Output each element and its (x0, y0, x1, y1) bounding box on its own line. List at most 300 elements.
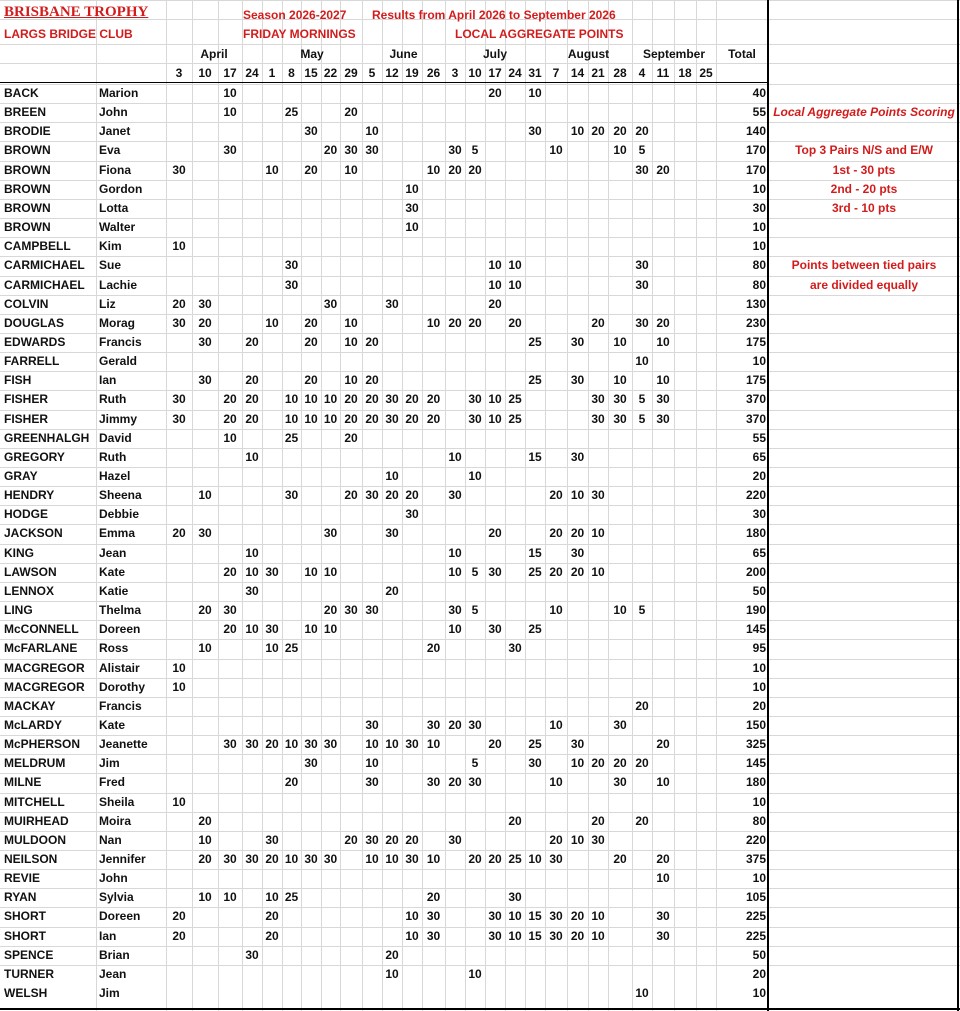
score-cell: 10 (365, 756, 379, 771)
surname-cell: MUIRHEAD (4, 813, 69, 828)
first-name-cell: Gordon (99, 181, 143, 196)
season-label: Season 2026-2027 (243, 8, 347, 22)
grid-row-line (0, 486, 960, 487)
score-cell: 30 (591, 488, 605, 503)
total-cell: 220 (745, 488, 766, 503)
score-cell: 5 (638, 392, 646, 407)
score-cell: 20 (198, 852, 212, 866)
score-cell: 30 (223, 603, 237, 618)
score-cell: 20 (198, 315, 212, 330)
first-name-cell: Lotta (99, 200, 129, 215)
score-cell: 20 (613, 756, 627, 771)
score-cell: 10 (304, 392, 318, 407)
score-cell: 30 (656, 392, 670, 407)
score-cell: 20 (468, 852, 482, 866)
score-cell: 30 (613, 392, 627, 407)
score-cell: 30 (635, 277, 649, 292)
score-cell: 20 (245, 411, 259, 426)
grid-row-line (0, 869, 960, 870)
score-cell: 10 (635, 354, 649, 369)
score-cell: 20 (265, 737, 279, 752)
score-cell: 10 (385, 966, 399, 981)
score-cell: 10 (488, 411, 502, 426)
score-cell: 10 (198, 488, 212, 503)
score-cell: 10 (172, 794, 186, 809)
score-cell: 15 (528, 928, 542, 943)
surname-cell: CARMICHAEL (4, 277, 85, 292)
score-cell: 30 (488, 564, 502, 579)
score-cell: 10 (172, 239, 186, 254)
grid-row-line (0, 218, 960, 219)
grid-row-line (0, 793, 960, 794)
grid-row-line (0, 0, 960, 1)
grid-row-line (0, 352, 960, 353)
date-header: 5 (368, 66, 376, 80)
score-cell: 20 (172, 928, 186, 943)
total-cell: 10 (752, 794, 766, 809)
score-cell: 10 (448, 545, 462, 560)
score-cell: 20 (323, 603, 338, 618)
score-cell: 30 (323, 737, 338, 752)
grid-row-line (0, 524, 960, 525)
score-cell: 20 (245, 392, 259, 407)
grid-row-line (0, 620, 960, 621)
score-cell: 10 (448, 449, 462, 464)
date-header: 3 (451, 66, 459, 80)
first-name-cell: Sheena (99, 488, 142, 503)
score-cell: 10 (344, 334, 358, 349)
score-cell: 10 (468, 469, 482, 483)
score-cell: 30 (448, 143, 462, 158)
score-cell: 20 (172, 909, 186, 924)
score-cell: 30 (426, 717, 441, 732)
surname-cell: MACGREGOR (4, 660, 85, 675)
first-name-cell: Janet (99, 124, 131, 139)
date-header: 14 (570, 66, 585, 80)
score-cell: 30 (468, 411, 482, 426)
score-cell: 30 (365, 488, 379, 503)
score-cell: 10 (508, 277, 522, 292)
grid-row-line (0, 295, 960, 296)
score-cell: 30 (635, 258, 649, 273)
first-name-cell: Francis (99, 698, 142, 713)
score-cell: 20 (385, 488, 399, 503)
score-cell: 20 (265, 928, 279, 943)
total-cell: 105 (745, 890, 766, 905)
surname-cell: MACGREGOR (4, 679, 85, 694)
score-cell: 10 (323, 564, 338, 579)
surname-cell: CAMPBELL (4, 239, 71, 254)
total-cell: 20 (752, 966, 766, 981)
score-cell: 30 (570, 334, 585, 349)
score-cell: 30 (508, 890, 522, 905)
total-cell: 95 (752, 641, 766, 656)
date-header: 18 (678, 66, 692, 80)
score-cell: 10 (528, 86, 542, 100)
score-cell: 30 (385, 526, 399, 541)
surname-cell: BACK (4, 86, 39, 100)
score-cell: 10 (198, 890, 212, 905)
score-cell: 10 (265, 641, 279, 656)
score-cell: 10 (613, 143, 627, 158)
surname-cell: EDWARDS (4, 334, 66, 349)
score-cell: 10 (405, 181, 419, 196)
score-cell: 30 (570, 373, 585, 388)
score-cell: 10 (591, 928, 605, 943)
score-cell: 20 (223, 564, 237, 579)
score-cell: 10 (365, 852, 379, 866)
score-cell: 20 (365, 334, 379, 349)
grid-row-line (0, 448, 960, 449)
score-cell: 20 (508, 813, 522, 828)
score-cell: 20 (426, 890, 441, 905)
grid-row-line (0, 371, 960, 372)
surname-cell: McPHERSON (4, 737, 81, 752)
total-cell: 55 (752, 430, 766, 445)
score-cell: 30 (245, 737, 259, 752)
surname-cell: LAWSON (4, 564, 57, 579)
score-cell: 10 (265, 162, 279, 177)
score-cell: 30 (448, 832, 462, 847)
score-cell: 10 (284, 852, 299, 866)
score-cell: 10 (528, 852, 542, 866)
score-cell: 10 (508, 258, 522, 273)
score-cell: 30 (323, 526, 338, 541)
month-label: April (200, 47, 228, 61)
score-cell: 20 (426, 411, 441, 426)
score-cell: 10 (508, 928, 522, 943)
score-cell: 20 (591, 756, 605, 771)
score-cell: 30 (245, 852, 259, 866)
score-cell: 20 (344, 392, 358, 407)
score-cell: 10 (223, 890, 237, 905)
surname-cell: HODGE (4, 507, 49, 522)
score-cell: 10 (488, 258, 502, 273)
score-cell: 30 (591, 411, 605, 426)
score-cell: 20 (570, 564, 585, 579)
score-cell: 30 (323, 852, 338, 866)
score-cell: 30 (468, 775, 482, 790)
score-cell: 25 (284, 890, 299, 905)
score-cell: 30 (570, 545, 585, 560)
score-cell: 20 (635, 813, 649, 828)
surname-cell: BROWN (4, 181, 51, 196)
total-cell: 80 (752, 277, 766, 292)
score-cell: 20 (613, 852, 627, 866)
score-cell: 20 (405, 411, 419, 426)
score-cell: 30 (488, 909, 502, 924)
total-cell: 10 (752, 239, 766, 254)
grid-row-line (0, 544, 960, 545)
grid-row-line (0, 333, 960, 334)
date-header: 26 (426, 66, 441, 80)
total-cell: 190 (745, 603, 766, 618)
score-cell: 30 (508, 641, 522, 656)
score-cell: 30 (284, 258, 299, 273)
score-cell: 30 (468, 392, 482, 407)
score-cell: 30 (591, 832, 605, 847)
score-cell: 25 (284, 105, 299, 120)
total-cell: 40 (752, 86, 766, 100)
surname-cell: MULDOON (4, 832, 66, 847)
first-name-cell: Jim (99, 756, 120, 771)
scoring-note: Local Aggregate Points Scoring (773, 105, 955, 120)
date-header: 7 (552, 66, 560, 80)
first-name-cell: Jean (99, 545, 127, 560)
score-cell: 30 (405, 737, 419, 752)
surname-cell: McFARLANE (4, 641, 78, 656)
score-cell: 10 (570, 832, 585, 847)
first-name-cell: John (99, 871, 128, 886)
score-cell: 20 (570, 909, 585, 924)
first-name-cell: David (99, 430, 132, 445)
score-cell: 20 (344, 488, 358, 503)
first-name-cell: Doreen (99, 622, 141, 637)
score-cell: 30 (198, 296, 212, 311)
grid-row-line (0, 429, 960, 430)
surname-cell: FISHER (4, 392, 49, 407)
total-cell: 10 (752, 181, 766, 196)
score-cell: 30 (365, 832, 379, 847)
first-name-cell: Katie (99, 583, 129, 598)
date-header: 4 (638, 66, 646, 80)
date-header: 22 (323, 66, 338, 80)
score-cell: 30 (172, 392, 186, 407)
score-cell: 10 (656, 871, 670, 886)
month-label: June (389, 47, 418, 61)
total-header: Total (728, 47, 756, 61)
grid-row-line (0, 505, 960, 506)
score-cell: 10 (304, 622, 318, 637)
score-cell: 10 (284, 411, 299, 426)
score-cell: 20 (405, 392, 419, 407)
month-label: May (300, 47, 324, 61)
first-name-cell: Kate (99, 717, 126, 732)
surname-cell: REVIE (4, 871, 41, 886)
surname-cell: SPENCE (4, 947, 54, 962)
total-cell: 50 (752, 583, 766, 598)
score-cell: 5 (638, 143, 646, 158)
score-cell: 10 (613, 334, 627, 349)
score-cell: 20 (344, 411, 358, 426)
score-cell: 30 (304, 756, 318, 771)
total-cell: 375 (745, 852, 766, 866)
score-cell: 30 (304, 124, 318, 139)
score-cell: 20 (245, 334, 259, 349)
score-cell: 10 (549, 717, 563, 732)
total-cell: 30 (752, 200, 766, 215)
first-name-cell: Jennifer (99, 852, 146, 866)
score-cell: 25 (528, 737, 542, 752)
score-cell: 20 (613, 124, 627, 139)
date-header: 19 (405, 66, 419, 80)
score-cell: 20 (508, 315, 522, 330)
score-cell: 20 (468, 315, 482, 330)
score-cell: 25 (508, 852, 522, 866)
score-cell: 10 (385, 852, 399, 866)
score-cell: 20 (635, 124, 649, 139)
score-cell: 20 (344, 832, 358, 847)
score-cell: 20 (365, 411, 379, 426)
score-cell: 20 (488, 737, 502, 752)
score-cell: 30 (549, 928, 563, 943)
score-cell: 20 (304, 162, 318, 177)
score-cell: 10 (323, 622, 338, 637)
total-cell: 10 (752, 220, 766, 235)
score-cell: 20 (549, 488, 563, 503)
score-cell: 20 (488, 296, 502, 311)
score-cell: 5 (638, 603, 646, 618)
score-cell: 10 (635, 986, 649, 1001)
score-cell: 25 (528, 334, 542, 349)
score-cell: 30 (223, 737, 237, 752)
date-header: 8 (288, 66, 295, 80)
score-cell: 20 (365, 373, 379, 388)
surname-cell: MILNE (4, 775, 42, 790)
score-cell: 10 (488, 392, 502, 407)
score-cell: 10 (656, 775, 670, 790)
score-cell: 30 (613, 717, 627, 732)
score-cell: 30 (488, 928, 502, 943)
score-cell: 20 (265, 852, 279, 866)
total-cell: 175 (745, 373, 766, 388)
score-cell: 30 (265, 832, 279, 847)
total-cell: 370 (745, 392, 766, 407)
score-cell: 30 (385, 296, 399, 311)
score-cell: 20 (365, 392, 379, 407)
total-cell: 80 (752, 258, 766, 273)
score-cell: 10 (570, 124, 585, 139)
score-cell: 25 (528, 622, 542, 637)
score-cell: 10 (426, 737, 441, 752)
date-header: 17 (488, 66, 502, 80)
score-cell: 30 (284, 277, 299, 292)
score-cell: 10 (304, 411, 318, 426)
date-header: 10 (198, 66, 212, 80)
score-cell: 15 (528, 909, 542, 924)
surname-cell: BROWN (4, 162, 51, 177)
total-cell: 65 (752, 449, 766, 464)
score-cell: 20 (549, 832, 563, 847)
score-cell: 10 (323, 392, 338, 407)
score-cell: 30 (385, 411, 399, 426)
score-cell: 5 (471, 756, 479, 771)
score-cell: 10 (591, 909, 605, 924)
surname-cell: WELSH (4, 986, 48, 1001)
score-cell: 20 (570, 928, 585, 943)
score-cell: 25 (284, 430, 299, 445)
first-name-cell: Liz (99, 296, 116, 311)
score-cell: 10 (265, 315, 279, 330)
score-cell: 20 (656, 315, 670, 330)
first-name-cell: Marion (99, 86, 139, 100)
total-cell: 30 (752, 507, 766, 522)
total-cell: 175 (745, 334, 766, 349)
score-cell: 20 (426, 392, 441, 407)
surname-cell: TURNER (4, 966, 54, 981)
score-cell: 30 (468, 717, 482, 732)
score-cell: 20 (223, 392, 237, 407)
surname-cell: COLVIN (4, 296, 49, 311)
total-cell: 10 (752, 986, 766, 1001)
score-cell: 20 (635, 698, 649, 713)
total-cell: 55 (752, 105, 766, 120)
score-cell: 10 (549, 143, 563, 158)
total-cell: 20 (752, 469, 766, 483)
score-cell: 5 (638, 411, 646, 426)
date-header: 29 (344, 66, 358, 80)
score-cell: 30 (613, 775, 627, 790)
score-cell: 30 (570, 449, 585, 464)
surname-cell: SHORT (4, 928, 46, 943)
score-cell: 30 (172, 411, 186, 426)
score-cell: 30 (426, 928, 441, 943)
score-cell: 5 (471, 603, 479, 618)
score-cell: 20 (198, 813, 212, 828)
date-header: 12 (385, 66, 399, 80)
score-cell: 10 (245, 622, 259, 637)
total-cell: 225 (745, 909, 766, 924)
score-cell: 30 (635, 315, 649, 330)
scoring-note: Points between tied pairs (791, 258, 937, 273)
score-cell: 10 (448, 622, 462, 637)
score-cell: 20 (284, 775, 299, 790)
first-name-cell: Sheila (99, 794, 135, 809)
score-cell: 10 (172, 679, 186, 694)
score-cell: 20 (591, 124, 605, 139)
month-label: July (482, 47, 507, 61)
score-cell: 20 (448, 315, 462, 330)
first-name-cell: Ruth (99, 392, 127, 407)
score-cell: 10 (344, 162, 358, 177)
date-header: 3 (175, 66, 183, 80)
date-header: 25 (699, 66, 713, 80)
score-cell: 10 (488, 277, 502, 292)
first-name-cell: Fred (99, 775, 126, 790)
score-cell: 20 (304, 334, 318, 349)
score-cell: 20 (488, 86, 502, 100)
score-cell: 10 (365, 737, 379, 752)
score-cell: 10 (549, 775, 563, 790)
grid-row-line (0, 639, 960, 640)
surname-cell: GREGORY (4, 449, 65, 464)
right-border (957, 0, 959, 1011)
score-cell: 30 (405, 200, 419, 215)
score-cell: 30 (284, 488, 299, 503)
first-name-cell: Lachie (99, 277, 138, 292)
score-cell: 10 (172, 660, 186, 675)
header-underline (0, 82, 768, 83)
score-cell: 20 (591, 315, 605, 330)
surname-cell: SHORT (4, 909, 46, 924)
date-header: 17 (223, 66, 237, 80)
month-label: August (567, 47, 610, 61)
score-cell: 10 (591, 564, 605, 579)
first-name-cell: Fiona (99, 162, 131, 177)
first-name-cell: Hazel (99, 469, 131, 483)
score-cell: 20 (385, 832, 399, 847)
grid-row-line (0, 888, 960, 889)
score-cell: 10 (405, 220, 419, 235)
score-cell: 10 (385, 469, 399, 483)
date-header: 21 (591, 66, 605, 80)
date-header: 1 (268, 66, 276, 80)
surname-cell: BROWN (4, 143, 51, 158)
surname-cell: MITCHELL (4, 794, 65, 809)
score-cell: 10 (198, 832, 212, 847)
score-cell: 30 (198, 334, 212, 349)
score-cell: 30 (448, 488, 462, 503)
